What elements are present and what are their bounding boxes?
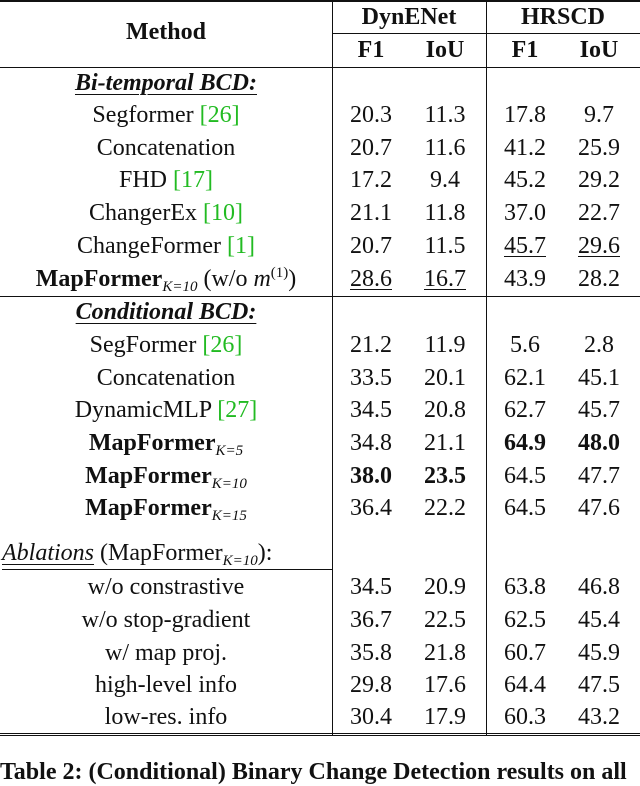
mapformer-row-1-d-iou [412, 462, 478, 490]
header-hrscd-f1: F1 [511, 37, 539, 63]
mapformer-row-2-d-f1-value: 36.4 [350, 495, 392, 521]
ablation-row-0-d-iou-value: 20.9 [424, 574, 466, 600]
ablation-row-2-d-f1-value: 35.8 [350, 640, 392, 666]
bitemporal-row-3-method [0, 199, 332, 227]
header-method: Method [126, 19, 206, 45]
bitemporal-row-4-d-f1 [340, 232, 402, 260]
conditional-row-0-d-iou-value: 11.9 [424, 332, 466, 358]
bitemporal-row-3-h-iou-value: 22.7 [578, 200, 620, 226]
mapformer-row-0-h-iou [566, 429, 632, 457]
method-name: ChangeFormer [77, 233, 227, 259]
ablation-row-3-d-f1 [340, 671, 402, 699]
ablation-row-2-h-f1 [494, 639, 556, 667]
bitemporal-row-1-d-f1 [340, 134, 402, 162]
bitemporal-row-3-d-f1-value: 21.1 [350, 200, 392, 226]
bitemporal-row-4-h-f1-value: 45.7 [504, 233, 546, 259]
mapformer-row-0-h-iou-value: 48.0 [578, 430, 620, 456]
citation-link[interactable]: [27] [217, 397, 258, 423]
ablation-row-0-h-iou [566, 573, 632, 601]
ablation-row-2-d-f1 [340, 639, 402, 667]
bitemporal-row-4-method [0, 232, 332, 260]
ablation-row-1-h-f1 [494, 606, 556, 634]
conditional-row-0-d-f1-value: 21.2 [350, 332, 392, 358]
bitemporal-row-2-method [0, 166, 332, 194]
ablation-row-4-h-iou [566, 703, 632, 731]
vrule-method [332, 0, 333, 735]
bitemporal-row-3-d-f1 [340, 199, 402, 227]
mapformer-wo-sup: (1) [270, 265, 289, 281]
bitemporal-row-0-h-iou [566, 101, 632, 129]
mapformer-row-2-d-iou-value: 22.2 [424, 495, 466, 521]
bitemporal-row-0-method [0, 101, 332, 129]
method-name: FHD [119, 167, 174, 193]
conditional-row-0-h-iou [566, 331, 632, 359]
method-subscript: K=10 [211, 476, 247, 492]
bitemporal-row-4-h-iou [566, 232, 632, 260]
mapformer-row-2-h-iou-value: 47.6 [578, 495, 620, 521]
ablation-row-2-method: w/ map proj. [105, 640, 227, 666]
bitemporal-row-2-d-iou [412, 166, 478, 194]
section-bitemporal [0, 69, 332, 97]
ablation-row-1-h-f1-value: 62.5 [504, 607, 546, 633]
conditional-row-0-method [0, 331, 332, 359]
ablation-row-0-h-f1 [494, 573, 556, 601]
bitemporal-row-3-d-iou [412, 199, 478, 227]
mapformer-row-0-h-f1 [494, 429, 556, 457]
ablation-row-3-method: high-level info [95, 672, 237, 698]
method-name: DynamicMLP [74, 397, 218, 423]
bitemporal-row-0-h-iou-value: 9.7 [584, 102, 614, 128]
mapformer-row-1-h-f1-value: 64.5 [504, 463, 546, 489]
bitemporal-row-1-h-iou-value: 25.9 [578, 135, 620, 161]
mapformer-row-2-d-f1 [340, 494, 402, 522]
vrule-dataset [486, 0, 487, 735]
ablation-row-4-d-iou-value: 17.9 [424, 704, 466, 730]
bitemporal-row-2-d-f1 [340, 166, 402, 194]
bitemporal-row-0-h-f1-value: 17.8 [504, 102, 546, 128]
ablation-row-1-d-f1-value: 36.7 [350, 607, 392, 633]
ablation-row-3-h-iou [566, 671, 632, 699]
conditional-row-2-h-f1 [494, 396, 556, 424]
ablation-row-1-d-f1 [340, 606, 402, 634]
ablation-row-0-method: w/o constrastive [87, 574, 245, 600]
ablation-row-1-h-iou [566, 606, 632, 634]
section-ablations-pre: (MapFormer [100, 540, 223, 566]
bitemporal-row-2-h-iou-value: 29.2 [578, 167, 620, 193]
mapformer-wo-math: m [253, 266, 271, 292]
mapformer-wo-sub: K=10 [162, 279, 198, 295]
section-conditional [0, 298, 332, 326]
section-ablations-sub: K=10 [222, 553, 258, 569]
mapformer-row-2-h-f1-value: 64.5 [504, 495, 546, 521]
conditional-row-0-d-iou [412, 331, 478, 359]
ablations-underline [2, 569, 332, 570]
bitemporal-row-0-d-iou-value: 11.3 [424, 102, 466, 128]
bitemporal-row-0-d-iou [412, 101, 478, 129]
citation-link[interactable]: [17] [173, 167, 213, 193]
ablation-row-0-h-iou-value: 46.8 [578, 574, 620, 600]
citation-link[interactable]: [1] [226, 233, 255, 259]
header-hrscd: HRSCD [520, 4, 605, 30]
bitemporal-row-4-h-f1 [494, 232, 556, 260]
ablation-row-3-d-iou [412, 671, 478, 699]
ablation-row-3-h-iou-value: 47.5 [578, 672, 620, 698]
bitemporal-row-3-h-f1 [494, 199, 556, 227]
mapformer-row-1-d-f1 [340, 462, 402, 490]
mapformer-wo-h-iou: 28.2 [578, 266, 620, 292]
ablation-row-2-h-iou-value: 45.9 [578, 640, 620, 666]
ablation-row-4-h-f1 [494, 703, 556, 731]
bitemporal-row-1-d-f1-value: 20.7 [350, 135, 392, 161]
section-ablations [2, 539, 332, 567]
mapformer-row-2-d-iou [412, 494, 478, 522]
mapformer-row-1-h-iou-value: 47.7 [578, 463, 620, 489]
mapformer-wo-d-iou-value: 16.7 [424, 266, 466, 292]
mapformer-wo-paren-post: ) [288, 266, 297, 292]
mapformer-row-0-d-iou-value: 21.1 [424, 430, 466, 456]
mapformer-row-0-d-f1 [340, 429, 402, 457]
mapformer-row-1-d-f1-value: 38.0 [350, 463, 392, 489]
conditional-row-2-d-iou-value: 20.8 [424, 397, 466, 423]
conditional-row-2-h-f1-value: 62.7 [504, 397, 546, 423]
ablation-row-2-h-f1-value: 60.7 [504, 640, 546, 666]
section-ablations-post: ): [257, 540, 273, 566]
mapformer-wo-name: MapFormer [35, 266, 163, 292]
section-conditional-label: Conditional BCD: [75, 299, 257, 325]
mapformer-row-2-h-iou [566, 494, 632, 522]
conditional-row-2-d-iou [412, 396, 478, 424]
conditional-row-2-method [0, 396, 332, 424]
header-hrscd-iou: IoU [579, 37, 619, 63]
bitemporal-row-0-d-f1 [340, 101, 402, 129]
ablation-row-3-h-f1 [494, 671, 556, 699]
bitemporal-row-4-d-iou-value: 11.5 [424, 233, 466, 259]
ablation-row-3-d-f1-value: 29.8 [350, 672, 392, 698]
section-rule-1 [0, 296, 640, 297]
conditional-row-1-d-f1 [340, 364, 402, 392]
method-name: Segformer [92, 102, 200, 128]
mapformer-row-1-h-f1 [494, 462, 556, 490]
method-subscript: K=5 [215, 443, 244, 459]
conditional-row-0-h-iou-value: 2.8 [584, 332, 614, 358]
mapformer-row-1-h-iou [566, 462, 632, 490]
method-name: SegFormer [89, 332, 203, 358]
bitemporal-row-1-d-iou [412, 134, 478, 162]
mapformer-row-0-d-f1-value: 34.8 [350, 430, 392, 456]
mapformer-row-1-d-iou-value: 23.5 [424, 463, 466, 489]
conditional-row-1-d-iou [412, 364, 478, 392]
conditional-row-2-d-f1-value: 34.5 [350, 397, 392, 423]
citation-link[interactable]: [10] [202, 200, 243, 226]
conditional-row-1-h-iou [566, 364, 632, 392]
ablation-row-0-d-f1-value: 34.5 [350, 574, 392, 600]
bitemporal-row-0-h-f1 [494, 101, 556, 129]
bitemporal-row-3-d-iou-value: 11.8 [424, 200, 466, 226]
top-rule [0, 0, 640, 2]
ablation-row-4-d-f1-value: 30.4 [350, 704, 392, 730]
mapformer-wo-d-f1 [340, 265, 402, 293]
section-bitemporal-label: Bi-temporal BCD: [74, 70, 257, 96]
bitemporal-row-1-h-f1-value: 41.2 [504, 135, 546, 161]
mapformer-row-0-h-f1-value: 64.9 [504, 430, 546, 456]
bitemporal-row-2-d-f1-value: 17.2 [350, 167, 392, 193]
mapformer-wo-d-f1-value: 28.6 [350, 266, 392, 292]
header-dynenet: DynENet [361, 4, 457, 30]
conditional-row-2-d-f1 [340, 396, 402, 424]
conditional-row-1-d-f1-value: 33.5 [350, 365, 392, 391]
method-name: Concatenation [96, 365, 236, 391]
conditional-row-1-h-f1 [494, 364, 556, 392]
bottom-rule [0, 735, 640, 736]
method-name: MapFormer [85, 495, 212, 521]
conditional-row-1-h-f1-value: 62.1 [504, 365, 546, 391]
mapformer-wo-paren-pre: (w/o [197, 266, 254, 292]
conditional-row-0-d-f1 [340, 331, 402, 359]
mapformer-wo-method [0, 265, 332, 293]
ablation-row-2-d-iou-value: 21.8 [424, 640, 466, 666]
ablation-row-3-h-f1-value: 64.4 [504, 672, 546, 698]
bitemporal-row-2-h-iou [566, 166, 632, 194]
ablation-row-2-h-iou [566, 639, 632, 667]
mapformer-row-2-h-f1 [494, 494, 556, 522]
mapformer-wo-h-f1: 43.9 [504, 266, 546, 292]
ablation-row-4-method: low-res. info [104, 704, 228, 730]
table-caption: Table 2: (Conditional) Binary Change Detection results on all [0, 759, 627, 785]
ablation-row-4-h-f1-value: 60.3 [504, 704, 546, 730]
conditional-row-2-h-iou [566, 396, 632, 424]
mapformer-row-0-d-iou [412, 429, 478, 457]
ablation-row-4-d-iou [412, 703, 478, 731]
bitemporal-row-3-h-f1-value: 37.0 [504, 200, 546, 226]
bitemporal-row-1-h-f1 [494, 134, 556, 162]
conditional-row-0-h-f1 [494, 331, 556, 359]
ablation-row-1-h-iou-value: 45.4 [578, 607, 620, 633]
ablation-row-0-d-iou [412, 573, 478, 601]
bitemporal-row-1-h-iou [566, 134, 632, 162]
ablation-row-1-method: w/o stop-gradient [81, 607, 251, 633]
bitemporal-row-0-d-f1-value: 20.3 [350, 102, 392, 128]
mapformer-row-1-method [0, 462, 332, 490]
header-rule [0, 67, 640, 68]
bitemporal-row-2-h-f1-value: 45.2 [504, 167, 546, 193]
bitemporal-row-3-h-iou [566, 199, 632, 227]
ablation-row-4-d-f1 [340, 703, 402, 731]
mapformer-row-0-method [0, 429, 332, 457]
bitemporal-row-2-d-iou-value: 9.4 [430, 167, 460, 193]
method-name: ChangerEx [89, 200, 203, 226]
conditional-row-1-method [0, 364, 332, 392]
bitemporal-row-1-d-iou-value: 11.6 [424, 135, 466, 161]
ablation-row-0-d-f1 [340, 573, 402, 601]
conditional-row-1-h-iou-value: 45.1 [578, 365, 620, 391]
citation-link[interactable]: [26] [199, 102, 240, 128]
header-dynenet-iou: IoU [425, 37, 465, 63]
ablation-row-4-h-iou-value: 43.2 [578, 704, 620, 730]
method-name: Concatenation [96, 135, 236, 161]
method-name: MapFormer [85, 463, 212, 489]
mapformer-row-2-method [0, 494, 332, 522]
ablation-row-3-d-iou-value: 17.6 [424, 672, 466, 698]
method-subscript: K=15 [211, 508, 247, 524]
conditional-row-1-d-iou-value: 20.1 [424, 365, 466, 391]
bitemporal-row-4-h-iou-value: 29.6 [578, 233, 620, 259]
method-name: MapFormer [88, 430, 216, 456]
bitemporal-row-1-method [0, 134, 332, 162]
ablation-row-2-d-iou [412, 639, 478, 667]
ablation-row-1-d-iou-value: 22.5 [424, 607, 466, 633]
conditional-row-2-h-iou-value: 45.7 [578, 397, 620, 423]
ablation-row-0-h-f1-value: 63.8 [504, 574, 546, 600]
header-dynenet-f1: F1 [357, 37, 385, 63]
bitemporal-row-2-h-f1 [494, 166, 556, 194]
bitemporal-row-4-d-f1-value: 20.7 [350, 233, 392, 259]
ablation-row-1-d-iou [412, 606, 478, 634]
mapformer-wo-d-iou [412, 265, 478, 293]
section-ablations-label: Ablations [2, 540, 95, 566]
citation-link[interactable]: [26] [202, 332, 243, 358]
bitemporal-row-4-d-iou [412, 232, 478, 260]
conditional-row-0-h-f1-value: 5.6 [510, 332, 540, 358]
section-rule-2 [0, 733, 640, 734]
